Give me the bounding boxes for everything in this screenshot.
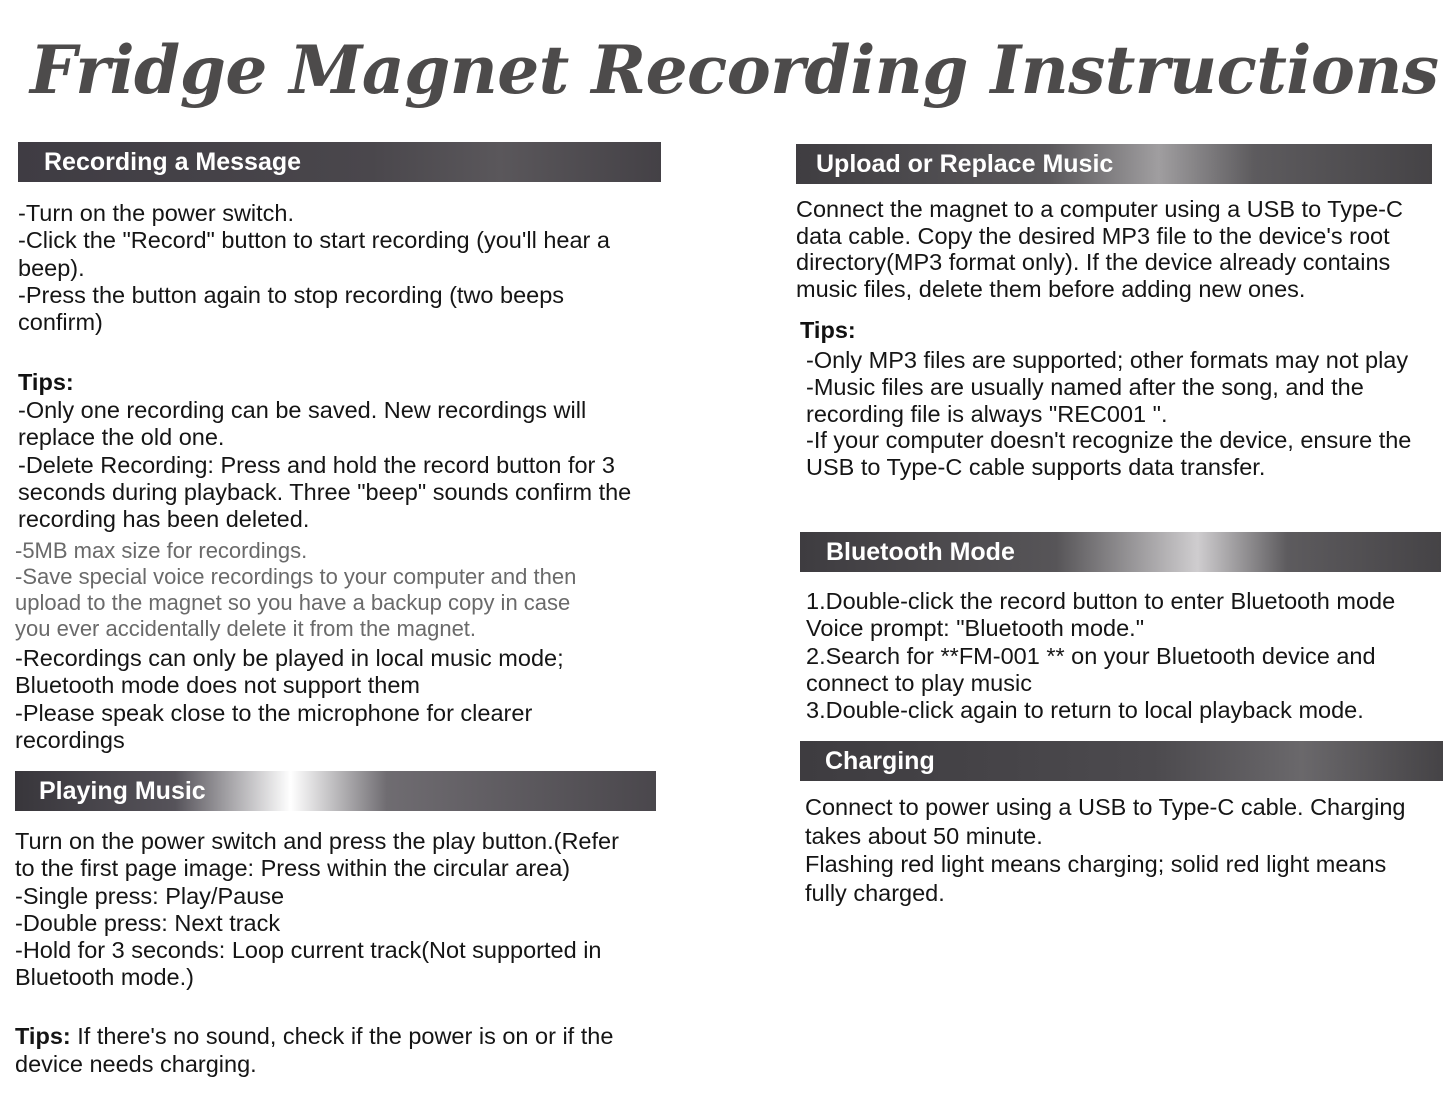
recording-tips-label: Tips:: [18, 369, 74, 395]
upload-tips-label: Tips:: [800, 317, 856, 343]
playing-instructions: Turn on the power switch and press the play button.(Refer to the first page image: Press within the circular area) -Single press: Play/Pause -Double press: Next track -Hold for 3 seconds: Loop current track(Not supported in Bluetooth mode.): [15, 828, 619, 991]
charging-section-heading: Charging: [800, 741, 1443, 781]
bluetooth-section-heading: Bluetooth Mode: [800, 532, 1441, 572]
recording-tips: -Only one recording can be saved. New recordings will replace the old one. -Delete Recording: Press and hold the record button for 3 seconds during playback. Three "beep" sounds confirm the recording has been deleted.: [18, 397, 632, 533]
charging-instructions: Connect to power using a USB to Type-C cable. Charging takes about 50 minute. Flashing red light means charging; solid red light means fully charged.: [805, 794, 1406, 906]
playing-tips-label: Tips:: [15, 1023, 71, 1049]
playing-tips-line1: If there's no sound, check if the power is on or if the: [70, 1023, 614, 1049]
playing-section-heading: Playing Music: [15, 771, 656, 811]
bluetooth-instructions: 1.Double-click the record button to enter Bluetooth mode Voice prompt: "Bluetooth mode." 2.Search for **FM-001 ** on your Bluetooth device and connect to play music 3.Double-click again to return to local playback mode.: [806, 588, 1396, 724]
recording-instructions: -Turn on the power switch. -Click the "Record" button to start recording (you'll hear a beep). -Press the button again to stop recording (two beeps confirm): [18, 200, 610, 336]
playing-tips: [15, 1023, 655, 1050]
recording-notes: -5MB max size for recordings. -Save special voice recordings to your computer and then upload to the magnet so you have a backup copy in case you ever accidentally delete it from the magnet.: [15, 538, 577, 641]
page-title: Fridge Magnet Recording Instructions: [30, 31, 1439, 109]
upload-instructions: Connect the magnet to a computer using a USB to Type-C data cable. Copy the desired MP3 file to the device's root directory(MP3 format only). If the device already contains music files, delete them before adding new ones.: [796, 196, 1403, 303]
playing-tips-line2: device needs charging.: [15, 1051, 257, 1077]
recording-section-heading: Recording a Message: [18, 142, 661, 182]
recording-more-tips: -Recordings can only be played in local music mode; Bluetooth mode does not support them -Please speak close to the microphone for clearer recordings: [15, 645, 564, 753]
upload-tips: -Only MP3 files are supported; other formats may not play -Music files are usually named after the song, and the recording file is always "REC001 ". -If your computer doesn't recognize the device, ensure the USB to Type-C cable supports data transfer.: [806, 347, 1412, 481]
upload-section-heading: Upload or Replace Music: [796, 144, 1432, 184]
